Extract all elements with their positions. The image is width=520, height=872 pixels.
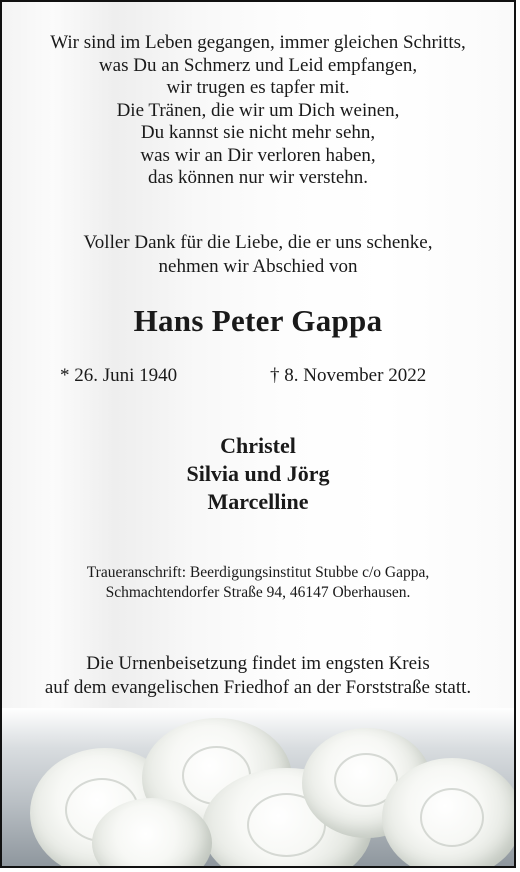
burial-info xyxy=(2,652,514,700)
burial-line: auf dem evangelischen Friedhof an der Forststraße statt. xyxy=(44,677,472,698)
poem-line: was Du an Schmerz und Leid empfangen, xyxy=(98,54,418,76)
poem xyxy=(2,32,514,190)
poem-line: Wir sind im Leben gegangen, immer gleichen Schritts, xyxy=(50,32,466,53)
thanks-line: nehmen wir Abschied von xyxy=(158,256,358,277)
thanks-line: Voller Dank für die Liebe, die er uns schenke, xyxy=(83,232,433,253)
poem-line: das können nur wir verstehn. xyxy=(147,167,369,188)
address-line: Schmachtendorfer Straße 94, 46147 Oberhausen. xyxy=(105,584,411,601)
poem-line: Du kannst sie nicht mehr sehn, xyxy=(140,122,376,143)
deceased-name: Hans Peter Gappa xyxy=(133,303,383,338)
poem-line: was wir an Dir verloren haben, xyxy=(140,144,376,166)
address-line: Traueranschrift: Beerdigungsinstitut Stubbe c/o Gappa, xyxy=(86,564,430,581)
poem-line: Die Tränen, die wir um Dich weinen, xyxy=(116,99,400,121)
death-date: † 8. November 2022 xyxy=(270,365,427,386)
family-member: Christel xyxy=(220,433,296,458)
thanks-text xyxy=(2,231,514,279)
family-member: Silvia und Jörg xyxy=(186,461,330,486)
family-names xyxy=(2,432,514,516)
white-roses-image xyxy=(2,708,514,866)
burial-line: Die Urnenbeisetzung findet im engsten Kreis xyxy=(86,653,430,674)
birth-date: * 26. Juni 1940 xyxy=(60,365,178,386)
poem-line: wir trugen es tapfer mit. xyxy=(166,77,350,98)
mourning-address xyxy=(2,563,514,603)
family-member: Marcelline xyxy=(207,489,309,514)
